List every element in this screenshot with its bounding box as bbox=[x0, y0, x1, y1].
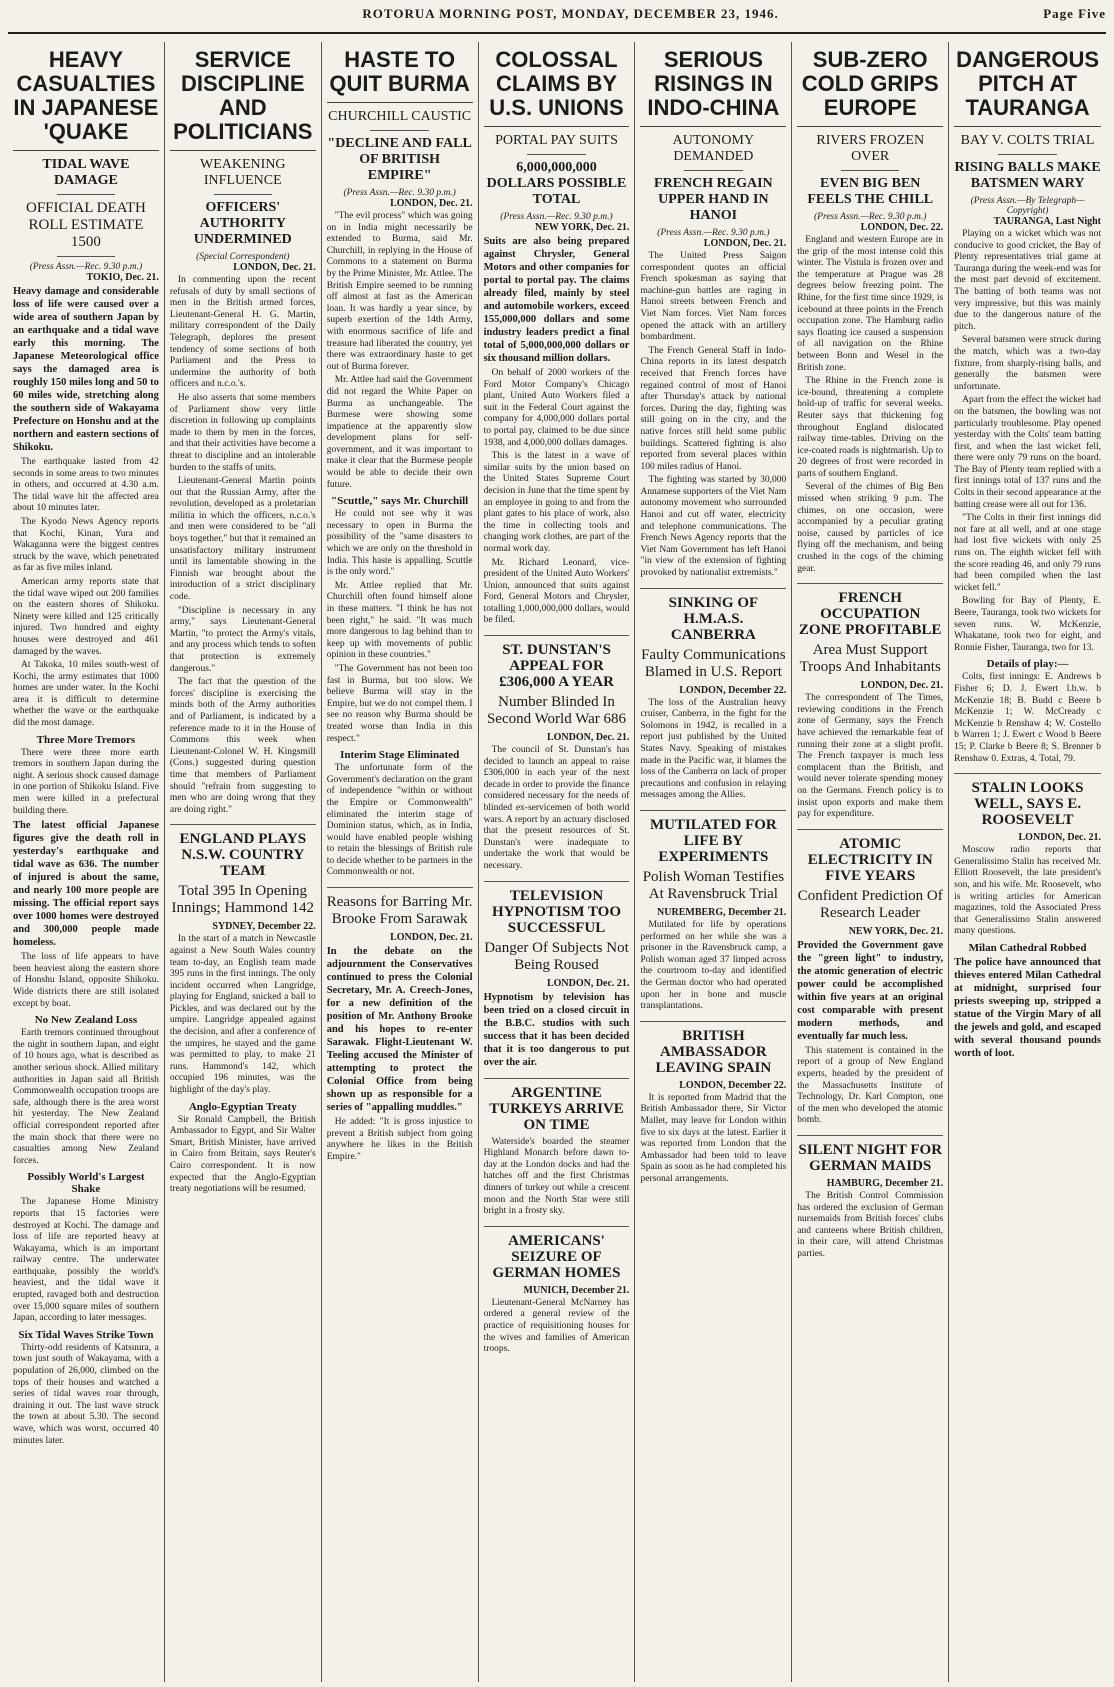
headline: ENGLAND PLAYS N.S.W. COUNTRY TEAM bbox=[179, 831, 307, 880]
deck: RIVERS FROZEN OVER bbox=[816, 133, 925, 164]
paragraph: Playing on a wicket which was not conducive to good cricket, the Bay of Plenty representatives trial game at Tauranga during the week-end was for the most part devoid of excitement. The batting of both teams was not very impressive, but this was mainly due to the dangerous nature of the pitch. bbox=[954, 229, 1101, 332]
paragraph: "The Colts in their first innings did not fare at all well, and at one stage had lost five wickets with only 25 runs on. The eighth wicket fell with the score reading 46, and only 79 runs had been compiled when the last wicket fell." bbox=[954, 513, 1101, 593]
dateline: HAMBURG, December 21. bbox=[826, 1177, 944, 1189]
deck: CHURCHILL CAUSTIC bbox=[328, 109, 472, 124]
subdeck: Total 395 In Opening Innings; Hammond 142 bbox=[171, 883, 315, 917]
masthead bbox=[8, 6, 1106, 34]
paragraph: The correspondent of The Times, reviewing conditions in the French zone of Germany, says the French have achieved the remarkable feat of running their zone at a slight profit. The French taxpayer is much less complacent than the British, and would never tolerate spending money on the Germans. French policy is to insist upon exports and make them pay for expenditure. bbox=[797, 693, 944, 820]
headline: AMERICANS' SEIZURE OF GERMAN HOMES bbox=[492, 1232, 621, 1281]
paragraph: This statement is contained in the report of a group of New England experts, headed by the president of the Massachusetts Institute of Technology, Dr. Karl Compton, one of the men who developed the atomic bomb. bbox=[797, 1045, 944, 1126]
paragraph: The earthquake lasted from 42 seconds in some areas to two minutes in others, and occurred at 4.30 a.m. The tidal wave hit the affected area about 10 minutes later. bbox=[13, 457, 159, 514]
divider bbox=[370, 130, 428, 131]
credit: (Press Assn.—Rec. 9.30 p.m.) bbox=[343, 188, 456, 198]
credit: (Press Assn.—Rec. 9.30 p.m.) bbox=[29, 262, 143, 272]
headline: FRENCH OCCUPATION ZONE PROFITABLE bbox=[798, 590, 942, 639]
paragraph: The latest official Japanese figures give the death roll in yesterday's earthquake and tidal wave as 636. The number of injured is about the same, and nearly 100 more people are missing. The official report says over 1000 homes were destroyed and 300,000 people made homeless. bbox=[13, 820, 159, 949]
headline: ATOMIC ELECTRICITY IN FIVE YEARS bbox=[807, 835, 933, 884]
dateline: LONDON, Dec. 21. bbox=[390, 932, 473, 944]
page-number: Page Five bbox=[1043, 6, 1106, 21]
divider bbox=[841, 170, 899, 171]
paragraph: This is the latest in a wave of similar suits by the union based on the United States Supreme Court decision in June that the time spent by an employee in going to and from the plant gates to his place of work, also the time in collecting tools and changing work clothes, are part of the normal work day. bbox=[483, 451, 630, 554]
subdeck: OFFICERS' AUTHORITY UNDERMINED bbox=[193, 200, 292, 247]
paragraph: The British Control Commission has ordered the exclusion of German nursemaids from British forces' clubs and canteens where British children, in their care, will attend Christmas parties. bbox=[797, 1190, 944, 1259]
dateline: TOKIO, Dec. 21. bbox=[86, 272, 159, 283]
divider bbox=[527, 154, 585, 155]
subdeck: "DECLINE AND FALL OF BRITISH EMPIRE" bbox=[327, 136, 472, 183]
subdeck: Reasons for Barring Mr. Brooke From Sarawak bbox=[326, 894, 473, 928]
paragraph: Several batsmen were struck during the match, which was a two-day fixture, from sharply-rising balls, and generally the batsmen were unfortunate. bbox=[954, 335, 1101, 392]
subdeck: RISING BALLS MAKE BATSMEN WARY bbox=[954, 160, 1101, 191]
column-3 bbox=[322, 42, 479, 1682]
column-6 bbox=[792, 42, 949, 1682]
paragraph: England and western Europe are in the grip of the most intense cold this winter. The Vistula is frozen over and the temperature at Prague was 28 degrees below freezing point. The Rhine, for the first time since 1929, is icebound at three points in the French occupation zone. The Hamburg radio says floating ice caused a suspension of all navigation on the Rhine between Bonn and Wesel in the British zone. bbox=[797, 235, 944, 373]
subheading: Anglo-Egyptian Treaty bbox=[188, 1100, 297, 1113]
paragraph: He could not see why it was necessary to open in Burma the possibility of the "same disasters to which we are only on the threshold in India. This haste is appalling. Scuttle is the only word." bbox=[326, 509, 473, 578]
deck: WEAKENING INFLUENCE bbox=[200, 157, 286, 188]
headline: SERIOUS RISINGS IN INDO-CHINA bbox=[640, 48, 786, 127]
paragraph: The French General Staff in Indo-China reports in its latest despatch received that French forces have regained control of most of Hanoi after Thursday's attack by national forces. During the day, fighting was still going on in the city, and the native forces still held some public buildings. Scattered fighting is also reported from several places within 100 miles radius of Hanoi. bbox=[640, 345, 787, 472]
paragraph: In commenting upon the recent refusals of duty by small sections of men in the British armed forces, Lieutenant-General H. G. Martin, military correspondent of the Daily Telegraph, deplores the present tendency of some sections of both Parliament and the Press to undermine the authority of both officers and n.c.o.'s. bbox=[169, 275, 316, 390]
paragraph: Earth tremors continued throughout the night in southern Japan, and eight of 10 hours ago, what is described as another serious shock. Allied military authorities in Japan said all British Commonwealth occupation troops are safe, although there is the area worst hit yesterday. The New Zealand official correspondent reported after the main shock that there were no casualties among New Zealand forces. bbox=[13, 1028, 159, 1166]
subdeck: Faulty Communications Blamed in U.S. Report bbox=[641, 646, 786, 680]
subdeck: EVEN BIG BEN FEELS THE CHILL bbox=[807, 176, 934, 207]
column-2 bbox=[165, 42, 322, 1682]
paragraph: Mr. Attlee replied that Mr. Churchill often found himself alone in these matters. "I think he has not been right," he said. "It was much more dangerous to lag behind than to keep up with movements of public opinion in these countries." bbox=[326, 580, 473, 661]
dateline: LONDON, Dec. 21. bbox=[390, 198, 473, 209]
columns bbox=[8, 42, 1106, 1682]
dateline: NUREMBERG, December 21. bbox=[657, 906, 787, 918]
paragraph: Mutilated for life by operations performed on her while she was a prisoner in the Ravensbruck camp, a Polish woman aged 37 limped across the courtroom to-day and identified the German doctor who had operated upon her in bone and muscle transplantations. bbox=[640, 919, 787, 1012]
paragraph: Several of the chimes of Big Ben missed when striking 9 p.m. The chimes, on one occasion, were accompanied by a peculiar grating noise, caused by particles of ice flying off the mechanism, and being crushed in the cogs of the chiming gear. bbox=[797, 482, 944, 574]
paragraph: The police have announced that thieves entered Milan Cathedral at midnight, surprised four priests sweeping up, stripped a statue of the Virgin Mary of all the jewels and gold, and escaped with several thousand pounds worth of loot. bbox=[954, 956, 1101, 1059]
subheading: Three More Tremors bbox=[36, 733, 136, 746]
dateline: LONDON, December 22. bbox=[679, 684, 787, 696]
divider bbox=[684, 170, 742, 171]
subdeck: Polish Woman Testifies At Ravensbruck Trial bbox=[642, 868, 785, 902]
paragraph: The council of St. Dunstan's has decided to launch an appeal to raise £306,000 in each year of the next decade in order to provide the finance considered necessary for the needs of blinded ex-servicemen of both world wars. A report by an actuary disclosed that the present resources of St. Dunstan's were inadequate to undertake the work that would be necessary. bbox=[483, 745, 630, 871]
paragraph: The fact that the question of the forces' discipline is exercising the minds both of the Army authorities and of Parliament, is indicated by a reference made to it in the House of Commons this week when Lieutenant-Colonel W. H. Kingsmill (Cons.) suggested during question time that members of Parliament should "refrain from suggesting to men who are doing wrong that they are doing right." bbox=[169, 677, 316, 815]
subheading: Possibly World's Largest Shake bbox=[27, 1171, 145, 1196]
column-1 bbox=[8, 42, 165, 1682]
subdeck: OFFICIAL DEATH ROLL ESTIMATE 1500 bbox=[25, 200, 146, 250]
paragraph: American army reports state that the tidal wave wiped out 200 families on the eastern shores of Shikoku. Ninety were killed and 125 critically injured. Two hundred and eighty houses were destroyed and 461 damaged by the waves. bbox=[13, 576, 159, 657]
headline: SERVICE DISCIPLINE AND POLITICIANS bbox=[170, 48, 316, 151]
paragraph: Colts, first innings: E. Andrews b Fisher 6; D. J. Ewert l.b.w. b McKenzie 18; B. Budd c Beere b McKenzie 1; W. McCready c McKenzie b Renshaw 4; W. Costello b Warren 1; J. Ewert c Wood b Beere 15; P. Clarke b Beere 8; S. Brenner b Renshaw 0. Extras, 4. Total, 79. bbox=[954, 672, 1101, 764]
paragraph: The Kyodo News Agency reports that Kochi, Kinan, Yura and Wakaganna were the biggest centres struck by the wave, which penetrated as far as five miles inland. bbox=[13, 516, 159, 574]
paragraph: In the start of a match in Newcastle against a New South Wales country team to-day, an English team made 395 runs in the first innings. The only incident occurred when Langridge, playing for England, snicked a ball to Pickles, and was declared out by the umpire. Langridge appealed against the decision, and after a conference of the umpires, he stayed and the game was permitted to play, to make 21 runs. Hammond's 142, which occupied 196 minutes, was the highlight of the day's play. bbox=[169, 934, 316, 1096]
paragraph: The loss of life appears to have been heaviest along the eastern shore of Honshu Island, opposite Shikoku. Wide districts there are still isolated except by boat. bbox=[13, 952, 159, 1009]
subdeck: 6,000,000,000 DOLLARS POSSIBLE TOTAL bbox=[486, 160, 627, 207]
subheading: Details of play:— bbox=[986, 658, 1069, 671]
lead-paragraph: In the debate on the adjournment the Conservatives continued to press the Colonial Secretary, Mr. A. Creech-Jones, for a new definition of the position of Mr. Anthony Brooke and his hopes to re-enter Sarawak. Flight-Lieutenant W. Teeling accused the Minister of attempting to protect the Colonial Office from being shown up as responsible for a series of "appalling muddles." bbox=[326, 946, 473, 1114]
subdeck: Confident Prediction Of Research Leader bbox=[797, 887, 943, 921]
credit: (Press Assn.—Rec. 9.30 p.m.) bbox=[500, 212, 613, 222]
divider bbox=[214, 194, 272, 195]
paragraph: The Rhine in the French zone is ice-bound, threatening a complete hold-up of traffic for several weeks. Reuter says that thickening fog throughout England dislocated railway time-tables. Driving on the ice-coated roads is nightmarish. Up to 20 degrees of frost were recorded in parts of southern England. bbox=[797, 376, 944, 479]
paragraph: At Takoka, 10 miles south-west of Kochi, the army estimates that 1000 homes are under water. In the Kochi area it is difficult to determine whether the wave or the earthquake did the most damage. bbox=[13, 660, 159, 729]
paragraph: The Japanese Home Ministry reports that 15 factories were destroyed at Kochi. The damage and loss of life are reported heavy at Wakayama, which is an important railway centre. The underwater earthquake, possibly the world's heaviest, and the tidal wave it erupted, ravaged both and destruction over 15,000 square miles of southern Japan, according to later messages. bbox=[13, 1197, 159, 1324]
headline: TELEVISION HYPNOTISM TOO SUCCESSFUL bbox=[491, 887, 622, 936]
headline: HASTE TO QUIT BURMA bbox=[327, 48, 473, 103]
paragraph: The fighting was started by 30,000 Annamese supporters of the Viet Nam autonomy movement who surrounded Hanoi and cut off water, electricity and telephone communications. The French News Agency reports that the Viet Nam Government has left Hanoi "in view of the extension of fighting provoked by nationalist extremists." bbox=[640, 475, 787, 579]
deck: BAY V. COLTS TRIAL bbox=[960, 133, 1095, 148]
credit: (Press Assn.—By Telegraph—Copyright) bbox=[970, 196, 1085, 216]
deck: AUTONOMY DEMANDED bbox=[672, 133, 755, 164]
column-5 bbox=[635, 42, 792, 1682]
credit: (Press Assn.—Rec. 9.30 p.m.) bbox=[814, 212, 927, 222]
paragraph: He added: "It is gross injustice to prevent a British subject from going anywhere he likes in the British Empire." bbox=[326, 1117, 473, 1162]
paragraph: Moscow radio reports that Generalissimo Stalin has received Mr. Elliott Roosevelt, the late president's son, and his wife. Mr. Roosevelt, who is writing articles for American magazines, told the Associated Press that Generalissimo Stalin answered many questions. bbox=[954, 845, 1101, 937]
subdeck: FRENCH REGAIN UPPER HAND IN HANOI bbox=[654, 176, 773, 223]
dateline: LONDON, Dec. 21. bbox=[703, 238, 787, 249]
lead-paragraph: Hypnotism by television has been tried on a closed circuit in the B.B.C. studios with such success that it has been decided that it is too dangerous to put over the air. bbox=[483, 991, 630, 1068]
dateline: NEW YORK, Dec. 21. bbox=[534, 222, 630, 233]
dateline: LONDON, Dec. 21. bbox=[1018, 832, 1101, 844]
paragraph: Apart from the effect the wicket had on the batsmen, the bowling was not particularly troublesome. Play opened yesterday with the Colts' team batting first, and when the last wicket fell, there were only 79 runs on the board. The Bay of Plenty team replied with a first innings total of 137 runs and the Colts in their second appearance at the batting crease were all out for 136. bbox=[954, 395, 1101, 510]
dateline: LONDON, December 22. bbox=[679, 1079, 787, 1091]
headline: SINKING OF H.M.A.S. CANBERRA bbox=[668, 594, 759, 643]
paragraph: Lieutenant-General McNarney has ordered a general review of the practice of requisitioning houses for the wives and families of American troops. bbox=[483, 1297, 630, 1355]
subdeck: Number Blinded In Second World War 686 bbox=[486, 694, 627, 728]
paragraph: Sir Ronald Campbell, the British Ambassador to Egypt, and Sir Walter Smart, British Minister, have arrived in Cairo from Britain, says Reuter's Cairo correspondent. It is now expected that the Anglo-Egyptian treaty negotiations will be resumed. bbox=[169, 1114, 316, 1195]
paragraph: He also asserts that some members of Parliament show very little discretion in following up complaints made to them by men in the forces, and that their activities have become a threat to discipline and an intolerable burden to the staffs of units. bbox=[169, 392, 316, 473]
dateline: LONDON, Dec. 21. bbox=[546, 977, 630, 989]
dateline: SYDNEY, December 22. bbox=[212, 921, 316, 933]
paragraph: It is reported from Madrid that the British Ambassador there, Sir Victor Mallet, may leave for London within five to six days at the latest. Earlier it was reported from London that the Ambassador had been told to leave Spain as soon as he had completed his personal arrangements. bbox=[640, 1092, 787, 1184]
dateline: LONDON, Dec. 22. bbox=[860, 222, 944, 233]
headline: MUTILATED FOR LIFE BY EXPERIMENTS bbox=[649, 816, 777, 865]
headline: COLOSSAL CLAIMS BY U.S. UNIONS bbox=[484, 48, 630, 127]
dateline: MUNICH, December 21. bbox=[523, 1284, 630, 1296]
lead-paragraph: Provided the Government gave the "green light" to industry, the atomic generation of electric power could be accomplished within five years at an original cost comparable with present modern methods, and eventually far much less. bbox=[797, 939, 944, 1042]
lead-paragraph: Heavy damage and considerable loss of life were caused over a wide area of southern Japan by an earthquake and a tidal wave early this morning. The Japanese Meteorological office says the damaged area is roughly 150 miles long and 50 to 60 miles wide, stretching along the southern side of Wakayama Prefecture on Honshu and at the northern and eastern sections of Shikoku. bbox=[13, 286, 159, 453]
paragraph: Mr. Richard Leonard, vice-president of the United Auto Workers' Union, announced that suits against Ford, General Motors and Chrysler, totalling 1,000,000,000 dollars, would be filed. bbox=[483, 557, 630, 626]
subheading: No New Zealand Loss bbox=[34, 1014, 138, 1027]
paragraph: On behalf of 2000 workers of the Ford Motor Company's Chicago plant, United Auto Workers filed a suit in the Federal Court against the company for 4,000,000 dollars portal to portal pay, claimed to be due since 1938, and 4,000,000 dollars damages. bbox=[483, 368, 630, 448]
divider bbox=[998, 154, 1057, 155]
paragraph: The unfortunate form of the Government's declaration on the grant of independence "within or without the Empire or Commonwealth" eliminated the interim stage of Dominion status, which, as in India, would have enabled people wishing to retain the blessings of British rule to decide whether to be partners in the Commonwealth or not. bbox=[326, 763, 473, 878]
paragraph: Lieutenant-General Martin points out that the Russian Army, after the revolution, developed as a proletarian militia in which the officers, n.c.o.'s and men were considered to be "all boys together," but that it remained an unsatisfactory military instrument until its lamentable showing in the Finnish war brought about the introduction of a strict disciplinary code. bbox=[169, 476, 316, 603]
deck: PORTAL PAY SUITS bbox=[495, 133, 618, 148]
subheading: Milan Cathedral Robbed bbox=[968, 941, 1087, 954]
headline: ST. DUNSTAN'S APPEAL FOR £306,000 A YEAR bbox=[499, 642, 614, 691]
deck: TIDAL WAVE DAMAGE bbox=[42, 157, 130, 188]
paragraph: There were three more earth tremors in southern Japan during the night. A serious shock caused damage in one portion of Shikoku Island. Five men were killed in a prefectural building there. bbox=[13, 747, 159, 816]
masthead-title: ROTORUA MORNING POST, MONDAY, DECEMBER 23, 1946. bbox=[362, 6, 779, 21]
headline: SUB-ZERO COLD GRIPS EUROPE bbox=[797, 48, 943, 127]
headline: STALIN LOOKS WELL, SAYS E. ROOSEVELT bbox=[971, 780, 1084, 829]
lead-paragraph: Suits are also being prepared against Chrysler, General Motors and other companies for portal to portal pay. The claims already filed, mainly by steel and automobile workers, exceed 155,000,000 dollars and some industry leaders predict a final total of 5,000,000,000 dollars or six thousand million dollars. bbox=[483, 236, 630, 364]
subdeck: Area Must Support Troops And Inhabitants bbox=[799, 642, 941, 676]
credit: (Special Correspondent) bbox=[196, 252, 290, 262]
headline: BRITISH AMBASSADOR LEAVING SPAIN bbox=[655, 1027, 772, 1076]
headline: DANGEROUS PITCH AT TAURANGA bbox=[954, 48, 1101, 127]
dateline: NEW YORK, Dec. 21. bbox=[848, 925, 944, 937]
headline: ARGENTINE TURKEYS ARRIVE ON TIME bbox=[489, 1084, 624, 1133]
paragraph: Mr. Attlee had said the Government did not regard the White Paper on Burma as unchangeable. The Burmese were showing some impatience at the apparently slow development plans for self-government, and it was important to make it clear that the Burmese people would be able to decide their own future. bbox=[326, 375, 473, 490]
dateline: LONDON, Dec. 21. bbox=[233, 262, 316, 273]
headline: SILENT NIGHT FOR GERMAN MAIDS bbox=[798, 1141, 943, 1174]
paragraph: The loss of the Australian heavy cruiser, Canberra, in the fight for the Solomons in 1942, is recalled in a report just published by the United States Navy. Speaking of mistakes made in the Pacific war, it blames the loss of the Canberra on lack of proper precautions and confusion in relaying messages among the Allies. bbox=[640, 697, 787, 801]
paragraph: Thirty-odd residents of Katsuura, a town just south of Wakayama, with a population of 26,000, climbed on the tops of their houses and watched a series of tidal waves roar through, draining it out. The last wave struck the town at about 5.30. The second wave, which was worst, occurred 40 minutes later. bbox=[13, 1342, 159, 1446]
dateline: LONDON, Dec. 21. bbox=[546, 732, 630, 744]
divider bbox=[57, 194, 115, 195]
divider bbox=[57, 256, 115, 257]
headline: HEAVY CASUALTIES IN JAPANESE 'QUAKE bbox=[13, 48, 159, 151]
dateline: LONDON, Dec. 21. bbox=[860, 680, 944, 692]
paragraph: "Discipline is necessary in any army," says Lieutenant-General Martin, "to protect the Army's vitals, and any process which tends to soften that protection is extremely dangerous." bbox=[169, 605, 316, 674]
credit: (Press Assn.—Rec. 9.30 p.m.) bbox=[657, 228, 770, 238]
subheading: "Scuttle," says Mr. Churchill bbox=[331, 495, 469, 508]
paragraph: Bowling for Bay of Plenty, E. Beere, Tauranga, took two wickets for seven runs. W. McKenzie, Whakatane, took two for eight, and Ronnie Fisher, Tauranga, two for 13. bbox=[954, 596, 1101, 653]
subheading: Six Tidal Waves Strike Town bbox=[18, 1328, 154, 1341]
column-7 bbox=[949, 42, 1106, 1682]
paragraph: "The evil process" which was going on in India might necessarily be extended to Burma, said Mr. Churchill, in replying in the House of Commons to a statement on Burma by the Prime Minister, Mr. Attlee. The British Empire seemed to be running off almost at fast as the American loan. It was hardly a year since, by superb exertion of the 14th Army, with enormous sacrifice of life and treasure had liberated the country, yet there was extraordinary haste to get out of Burma forever. bbox=[326, 211, 473, 372]
column-4 bbox=[479, 42, 636, 1682]
paragraph: The United Press Saigon correspondent quotes an official French spokesman as saying that machine-gun battles are raging in Hanoi streets between French and Viet Nam forces. Viet Nam forces opened the attack with an artillery bombardment. bbox=[640, 251, 787, 343]
dateline: TAURANGA, Last Night bbox=[993, 216, 1101, 227]
paragraph: "The Government has not been too fast in Burma, but too slow. We believe Burma will stay in the Empire, but we do not compel them. I see no reason why Burma should be treated worse than India in this respect." bbox=[326, 663, 473, 744]
subdeck: Danger Of Subjects Not Being Roused bbox=[484, 939, 629, 973]
subheading: Interim Stage Eliminated bbox=[340, 749, 460, 762]
paragraph: Waterside's boarded the steamer Highland Monarch before dawn to-day at the London docks and had the hatches off and the first Christmas dinners of turkey out while a crescent moon and the North Star were still bright in a frosty sky. bbox=[483, 1136, 630, 1217]
